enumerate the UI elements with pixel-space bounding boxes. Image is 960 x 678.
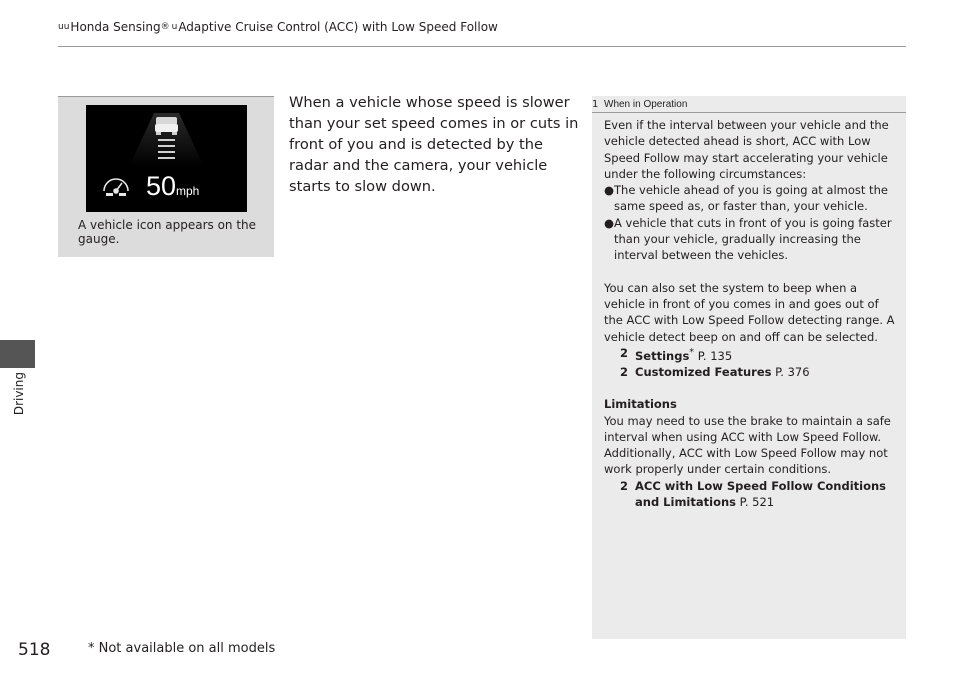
note-number-icon: 1: [592, 99, 599, 110]
sidebar-body: [604, 117, 899, 510]
bullet-icon: ●: [604, 215, 615, 230]
figure-caption: A vehicle icon appears on the gauge.: [78, 218, 257, 246]
bullet-text: A vehicle that cuts in front of you is going faster than your vehicle, gradually increasing the interval between the vehicles.: [614, 215, 892, 263]
spacer: [604, 264, 899, 280]
sidebar-divider: [592, 112, 906, 113]
cross-reference-conditions[interactable]: [604, 478, 899, 511]
limitations-text: You may need to use the brake to maintain a safe interval when using ACC with Low Speed Follow. Additionally, ACC with Low Speed Follow may not work properly under certain conditions.: [604, 413, 891, 477]
reference-page: P. 521: [736, 495, 775, 510]
gauge-unit: mph: [176, 184, 200, 198]
reference-page: P. 376: [771, 364, 810, 379]
reference-arrow-icon: 2: [620, 478, 629, 493]
sidebar-title-row: [592, 97, 906, 112]
footnote: * Not available on all models: [88, 641, 276, 656]
figure-panel: [58, 96, 274, 257]
breadcrumb-arrows-icon: uu: [58, 22, 70, 32]
list-item: [604, 182, 899, 215]
bullet-text: The vehicle ahead of you is going at almost the same speed as, or faster than, your vehicle.: [614, 183, 888, 214]
header-divider: [58, 46, 906, 47]
reference-page: P. 135: [694, 348, 733, 363]
breadcrumb: [58, 20, 498, 34]
bullet-icon: ●: [604, 183, 615, 198]
sidebar-title: When in Operation: [604, 99, 688, 110]
sidebar-intro: Even if the interval between your vehicle and the vehicle detected ahead is short, ACC with Low Speed Follow may start accelerating your vehicle under the following circumstances:: [604, 118, 889, 181]
breadcrumb-item-acc[interactable]: Adaptive Cruise Control (ACC) with Low Speed Follow: [178, 20, 498, 34]
acc-icon: [104, 179, 128, 196]
reference-arrow-icon: 2: [620, 364, 629, 379]
section-label: Driving: [12, 372, 26, 416]
figure-divider: [58, 96, 274, 97]
page-number: 518: [18, 640, 51, 660]
sidebar-note: [592, 96, 906, 639]
gauge-display: [86, 105, 247, 212]
body-paragraph: When a vehicle whose speed is slower than your set speed comes in or cuts in front of you and is detected by the radar and the camera, your vehicle starts to slow down.: [289, 94, 579, 195]
registered-mark: ®: [160, 22, 170, 32]
limitations-heading: Limitations: [604, 397, 677, 412]
breadcrumb-item-honda-sensing[interactable]: Honda Sensing: [70, 20, 161, 34]
spacer: [604, 380, 899, 396]
cross-reference-settings[interactable]: [604, 345, 899, 364]
sidebar-paragraph: You can also set the system to beep when a vehicle in front of you comes in and goes out of the ACC with Low Speed Follow detecting range. A vehicle detect beep on and off can be selected.: [604, 280, 895, 344]
footnote-star: *: [689, 346, 695, 358]
reference-arrow-icon: 2: [620, 345, 629, 360]
reference-title[interactable]: Settings: [635, 348, 690, 363]
list-item: [604, 215, 899, 264]
cross-reference-customized[interactable]: [604, 364, 899, 380]
reference-title[interactable]: Customized Features: [635, 364, 772, 379]
gauge-speed: 50: [146, 171, 177, 201]
reference-title[interactable]: ACC with Low Speed Follow Conditions and Limitations: [635, 478, 887, 510]
breadcrumb-arrow-icon: u: [171, 22, 178, 32]
section-tab[interactable]: [0, 340, 35, 368]
